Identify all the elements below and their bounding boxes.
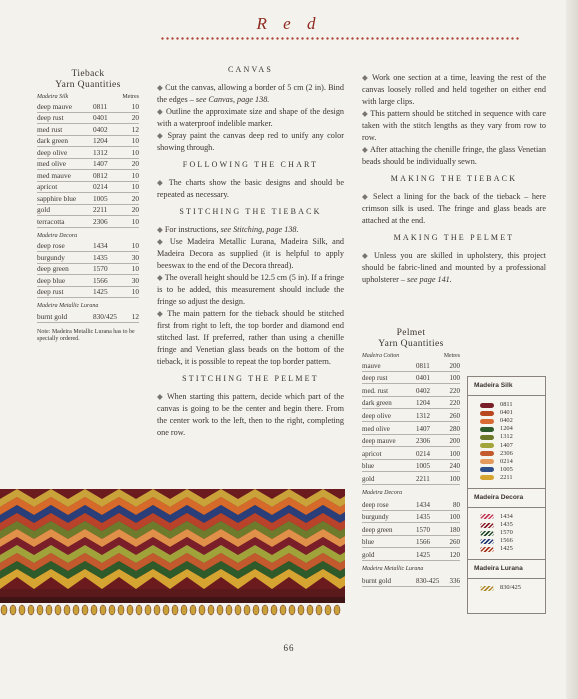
yarn-code: 1570	[416, 525, 430, 534]
yarn-code: 1434	[416, 500, 430, 509]
yarn-code: 1566	[93, 275, 108, 285]
yarn-name: med rust	[37, 124, 63, 134]
color-swatch-icon	[480, 586, 494, 591]
yarn-code: 1570	[93, 264, 108, 273]
fringe-bead	[118, 605, 124, 615]
bullet-icon: ◆	[157, 107, 164, 116]
key-item	[480, 474, 545, 482]
tieback-decora-label: Madeira Decora	[37, 232, 78, 239]
yarn-metres: 10	[131, 147, 139, 157]
yarn-name: apricot	[37, 182, 58, 191]
bullet-icon: ◆	[157, 83, 163, 92]
color-swatch-icon	[480, 547, 494, 552]
key-item	[480, 409, 545, 417]
fringe-bead	[127, 605, 133, 615]
stitching-pelmet-para-1: ◆ When starting this pattern, decide which part of the canvas is going to be the center and begin there. From the center work to the left, then to the right, completing one row.	[157, 392, 344, 437]
table-row	[37, 101, 139, 113]
fringe-bead	[190, 605, 196, 615]
yarn-code: 1434	[93, 241, 108, 250]
color-swatch-icon	[480, 475, 494, 480]
fringe-bead	[316, 605, 322, 615]
yarn-metres: 30	[131, 275, 139, 285]
yarn-name: blue	[362, 462, 375, 471]
tieback-silk-rows	[37, 101, 139, 228]
yarn-metres: 336	[449, 576, 460, 585]
yarn-name: deep blue	[37, 275, 66, 285]
yarn-code: 1425	[93, 287, 108, 296]
table-row	[37, 205, 139, 217]
yarn-name: gold	[362, 474, 375, 483]
yarn-code: 0402	[416, 386, 430, 395]
fringe-bead	[253, 605, 259, 615]
yarn-code: 0214	[416, 449, 430, 458]
following-heading: FOLLOWING THE CHART	[182, 160, 319, 169]
yarn-metres: 20	[131, 113, 139, 122]
canvas-para-1: ◆ Cut the canvas, allowing a border of 5 cm (2 in). Bind the edges – see Canvas, page 138.	[157, 83, 344, 104]
table-row	[362, 523, 460, 536]
yarn-metres: 12	[131, 124, 139, 134]
bullet-icon: ◆	[362, 251, 370, 260]
yarn-name: med olive	[37, 159, 66, 168]
tieback-lurana-label: Madeira Metallic Lurana	[37, 303, 99, 309]
yarn-name: sapphire blue	[37, 193, 77, 203]
yarn-name: deep rose	[37, 241, 65, 250]
pelmet-decora-rows	[362, 498, 460, 561]
yarn-name: deep olive	[37, 147, 68, 157]
key-item	[480, 425, 545, 433]
key-code: 1312	[500, 433, 513, 441]
yarn-code: 1204	[416, 399, 430, 408]
yarn-metres: 220	[449, 399, 460, 408]
table-row	[37, 216, 139, 228]
table-row	[37, 287, 139, 299]
table-row	[37, 241, 139, 253]
fringe-bead	[271, 605, 277, 615]
yarn-code: 1407	[93, 159, 108, 168]
fringe-bead	[199, 605, 205, 615]
key-code: 0811	[500, 401, 513, 409]
key-code: 0214	[500, 457, 513, 465]
key-code: 0402	[500, 417, 513, 425]
fringe-bead	[172, 605, 178, 615]
yarn-metres: 10	[131, 182, 139, 191]
key-code: 1566	[500, 537, 513, 545]
yarn-name: gold	[37, 205, 50, 214]
table-row	[362, 574, 460, 587]
color-swatch-icon	[480, 435, 494, 440]
yarn-metres: 20	[131, 205, 139, 214]
table-row	[37, 124, 139, 136]
color-swatch-icon	[480, 467, 494, 472]
table-row	[37, 159, 139, 171]
yarn-code: 1005	[416, 462, 430, 471]
yarn-code: 0811	[416, 361, 430, 370]
bullet-icon: ◆	[157, 237, 166, 246]
yarn-metres: 260	[449, 411, 460, 420]
making-tieback-para: ◆ Select a lining for the back of the tieback – here crimson silk is used. The fringe and glass beads are attached at the end.	[362, 192, 546, 225]
yarn-code: 2306	[93, 216, 108, 226]
yarn-metres: 10	[131, 136, 139, 145]
fringe-bead	[289, 605, 295, 615]
yarn-metres: 100	[449, 449, 460, 458]
fringe-bead	[82, 605, 88, 615]
key-item	[480, 545, 545, 553]
right-para-1: ◆ Work one section at a time, leaving the rest of the canvas loosely rolled and held together on either end with large clips.	[362, 73, 546, 106]
dotted-rule	[160, 37, 520, 40]
yarn-name: deep mauve	[362, 437, 396, 446]
bullet-icon: ◆	[157, 309, 165, 318]
fringe-bead	[10, 605, 16, 615]
key-item	[480, 441, 545, 449]
tieback-header	[37, 94, 139, 100]
yarn-metres: 180	[449, 525, 460, 534]
fringe-bead	[28, 605, 34, 615]
table-row	[37, 170, 139, 182]
fringe-bead	[1, 605, 7, 615]
key-item	[480, 401, 545, 409]
bargello-pattern-image	[0, 489, 345, 619]
key-item	[480, 537, 545, 545]
yarn-code: 0214	[93, 182, 108, 191]
color-swatch-icon	[480, 419, 494, 424]
yarn-metres: 220	[449, 386, 460, 395]
fringe-bead	[163, 605, 169, 615]
yarn-code: 1435	[93, 252, 108, 262]
table-row	[362, 409, 460, 422]
key-code: 0401	[500, 409, 513, 417]
silk-label: Madeira Silk	[37, 94, 69, 100]
color-swatch-icon	[480, 411, 494, 416]
yarn-name: deep mauve	[37, 101, 73, 111]
following-para-1: ◆ The charts show the basic designs and should be repeated as necessary.	[157, 178, 344, 199]
key-code: 1005	[500, 465, 513, 473]
key-item	[480, 433, 545, 441]
fringe-bead	[64, 605, 70, 615]
yarn-code: 2211	[93, 205, 108, 214]
yarn-code: 830/425	[93, 311, 117, 321]
yarn-metres: 240	[449, 462, 460, 471]
fringe-bead	[37, 605, 43, 615]
table-row	[37, 113, 139, 125]
yarn-name: dark green	[37, 136, 68, 145]
stitching-tieback-para-2: ◆ Use Madeira Metallic Lurana, Madeira Silk, and Madeira Decora as supplied (it is helpful to apply beeswax to the end of the Decora thread).	[157, 237, 344, 270]
key-decora-heading: Madeira Decora	[474, 493, 524, 501]
table-row	[362, 384, 460, 397]
page-spine	[566, 0, 578, 699]
pelmet-lurana-label: Madeira Metallic Lurana	[362, 565, 424, 572]
key-item	[480, 529, 545, 537]
yarn-metres: 280	[449, 424, 460, 433]
bullet-icon: ◆	[157, 273, 163, 282]
yarn-metres: 10	[131, 170, 139, 180]
fringe-bead	[19, 605, 25, 615]
color-swatch-icon	[480, 451, 494, 456]
table-row	[37, 252, 139, 264]
color-swatch-icon	[480, 539, 494, 544]
bullet-icon: ◆	[362, 192, 370, 201]
stitching-pelmet-heading: STITCHING THE PELMET	[182, 374, 319, 383]
tieback-note: Note: Madeira Metallic Lurana has to be specially ordered.	[37, 328, 135, 342]
pelmet-decora-label: Madeira Decora	[362, 489, 403, 496]
fringe-bead	[73, 605, 79, 615]
yarn-name: burgundy	[362, 513, 389, 522]
table-row	[37, 182, 139, 194]
cotton-label: Madeira Cotton	[362, 353, 400, 359]
bullet-icon: ◆	[157, 131, 165, 140]
fringe-bead	[298, 605, 304, 615]
making-pelmet-para: ◆ Unless you are skilled in upholstery, this project should be fabric-lined and mounted by a professional upholsterer – see page 141.	[362, 251, 547, 284]
yarn-name: dark green	[362, 399, 392, 408]
fringe-bead	[109, 605, 115, 615]
making-pelmet-heading: MAKING THE PELMET	[393, 233, 515, 242]
yarn-code: 1005	[93, 193, 108, 203]
tieback-title: Tieback	[71, 69, 105, 79]
table-row	[37, 193, 139, 205]
key-item	[480, 513, 545, 521]
key-item	[480, 450, 545, 458]
key-code: 2211	[500, 473, 513, 481]
metres-label: Metres	[443, 353, 460, 359]
yarn-code: 1566	[416, 538, 430, 547]
table-row	[362, 460, 460, 473]
yarn-metres: 100	[449, 513, 460, 522]
table-row	[362, 397, 460, 410]
pelmet-cotton-rows	[362, 359, 460, 485]
yarn-metres: 260	[449, 538, 460, 547]
right-para-3: ◆ After attaching the chenille fringe, the glass Venetian beads should be individually sewn.	[362, 145, 546, 166]
color-swatch-icon	[480, 523, 494, 528]
key-code: 1435	[500, 521, 513, 529]
yarn-name: deep olive	[362, 411, 391, 420]
yarn-code: 0811	[93, 101, 108, 111]
key-item	[480, 466, 545, 474]
yarn-metres: 200	[449, 361, 460, 370]
color-swatch-icon	[480, 403, 494, 408]
yarn-name: med. rust	[362, 386, 389, 395]
fringe-bead	[208, 605, 214, 615]
key-code: 830/425	[500, 584, 521, 592]
yarn-code: 1312	[416, 411, 430, 420]
yarn-name: deep rust	[362, 374, 388, 383]
pelmet-lurana-rows	[362, 574, 460, 587]
stitching-tieback-para-4: ◆ The main pattern for the tieback should be stitched first from right to left, the top border and diamond end stitched last. If preferred, rather than using a chenille fringe and Venetian glass beads on the bottom of the tieback, it is possible to repeat the top border pattern.	[157, 309, 344, 366]
key-item	[480, 521, 545, 529]
key-item	[480, 584, 545, 592]
fringe-bead	[244, 605, 250, 615]
yarn-name: blue	[362, 538, 375, 547]
instructions-column-1	[157, 64, 344, 439]
fringe-bead	[334, 605, 340, 615]
yarn-code: 1204	[93, 136, 108, 145]
color-swatch-icon	[480, 531, 494, 536]
table-row	[362, 472, 460, 485]
yarn-code: 1407	[416, 424, 430, 433]
yarn-code: 830-425	[416, 576, 440, 585]
pelmet-title: Pelmet	[396, 328, 426, 338]
yarn-name: deep rust	[37, 287, 64, 296]
table-row	[362, 435, 460, 448]
canvas-heading: CANVAS	[227, 65, 274, 74]
tieback-subtitle: Yarn Quantities	[55, 80, 121, 90]
yarn-name: burgundy	[37, 252, 65, 262]
color-swatch-icon	[480, 514, 494, 519]
yarn-code: 0402	[93, 124, 108, 134]
yarn-name: med mauve	[37, 170, 71, 180]
fringe-bead	[154, 605, 160, 615]
fringe-bead	[262, 605, 268, 615]
color-swatch-icon	[480, 443, 494, 448]
canvas-para-3: ◆ Spray paint the canvas deep red to unify any color showing through.	[157, 131, 344, 152]
yarn-metres: 100	[449, 474, 460, 483]
key-silk-items	[468, 396, 545, 482]
yarn-name: gold	[362, 550, 375, 559]
yarn-code: 1425	[416, 550, 430, 559]
key-item	[480, 417, 545, 425]
instructions-column-2	[362, 72, 546, 286]
yarn-metres: 12	[131, 311, 139, 321]
table-row	[362, 422, 460, 435]
table-row	[37, 311, 139, 323]
table-row	[37, 147, 139, 159]
key-silk-heading: Madeira Silk	[474, 382, 513, 389]
yarn-name: burnt gold	[37, 311, 68, 321]
key-lurana-heading: Madeira Lurana	[474, 565, 523, 573]
fringe-bead	[145, 605, 151, 615]
key-decora-items	[468, 508, 545, 553]
yarn-code: 1312	[93, 147, 108, 157]
yarn-name: deep rust	[37, 113, 64, 122]
bullet-icon: ◆	[157, 178, 165, 187]
yarn-metres: 120	[449, 550, 460, 559]
table-row	[37, 136, 139, 148]
table-row	[362, 372, 460, 385]
key-lurana-items	[468, 579, 545, 592]
fringe-bead	[91, 605, 97, 615]
yarn-code: 1435	[416, 513, 430, 522]
fringe-bead	[181, 605, 187, 615]
yarn-metres: 10	[131, 264, 139, 273]
yarn-metres: 100	[449, 374, 460, 383]
yarn-code: 2306	[416, 437, 430, 446]
bullet-icon: ◆	[157, 392, 164, 401]
key-item	[480, 458, 545, 466]
yarn-name: deep green	[362, 525, 393, 534]
page-heading: R e d	[256, 14, 322, 33]
yarn-code: 0812	[93, 170, 108, 180]
table-row	[362, 536, 460, 549]
pelmet-subtitle: Yarn Quantities	[378, 339, 444, 349]
pelmet-yarn-table	[362, 328, 460, 587]
yarn-code: 0401	[416, 374, 430, 383]
stitching-tieback-heading: STITCHING THE TIEBACK	[179, 207, 322, 216]
tieback-yarn-table	[37, 69, 139, 344]
bullet-icon: ◆	[362, 109, 369, 118]
yarn-metres: 30	[131, 252, 139, 262]
fringe-bead	[226, 605, 232, 615]
table-row	[37, 264, 139, 276]
yarn-name: deep rose	[362, 500, 389, 509]
stitching-tieback-para-3: ◆ The overall height should be 12.5 cm (5 in). If a fringe is to be added, this measurement should include the fringe so adjust the design.	[157, 273, 344, 306]
yarn-name: apricot	[362, 449, 382, 458]
key-code: 1204	[500, 425, 513, 433]
yarn-metres: 20	[131, 159, 139, 168]
tieback-lurana-rows	[37, 311, 139, 323]
key-code: 1407	[500, 441, 513, 449]
yarn-code: 0401	[93, 113, 108, 122]
bullet-icon: ◆	[362, 145, 369, 154]
stitching-tieback-para-1: ◆ For instructions, see Stitching, page 138.	[157, 225, 299, 234]
yarn-code: 2211	[416, 474, 430, 483]
yarn-name: terracotta	[37, 216, 65, 226]
color-swatch-icon	[480, 459, 494, 464]
table-row	[362, 511, 460, 524]
tieback-decora-rows	[37, 241, 139, 299]
yarn-metres: 20	[131, 193, 139, 203]
page-number: 66	[283, 643, 295, 653]
fringe-bead	[280, 605, 286, 615]
color-swatch-icon	[480, 427, 494, 432]
metres-label: Metres	[122, 94, 139, 100]
key-code: 1570	[500, 529, 513, 537]
key-code: 1425	[500, 545, 513, 553]
fringe-bead	[55, 605, 61, 615]
yarn-name: med olive	[362, 424, 390, 433]
making-tieback-heading: MAKING THE TIEBACK	[390, 174, 518, 183]
table-row	[362, 359, 460, 372]
fringe-bead	[325, 605, 331, 615]
table-row	[362, 548, 460, 561]
yarn-name: mauve	[362, 361, 381, 370]
yarn-metres: 10	[131, 287, 139, 296]
key-code: 2306	[500, 449, 513, 457]
yarn-metres: 10	[131, 101, 139, 111]
fringe-bead	[46, 605, 52, 615]
fringe-bead	[100, 605, 106, 615]
bullet-icon: ◆	[362, 73, 369, 82]
fringe-bead	[235, 605, 241, 615]
right-para-2: ◆ This pattern should be stitched in sequence with care taken with the stitch lengths as they vary from row to row.	[362, 109, 546, 142]
table-row	[362, 498, 460, 511]
fringe-bead	[307, 605, 313, 615]
embroidery-photo	[0, 489, 345, 619]
yarn-metres: 200	[449, 437, 460, 446]
yarn-metres: 80	[453, 500, 460, 509]
yarn-metres: 10	[131, 216, 139, 226]
yarn-name: burnt gold	[362, 576, 391, 585]
fringe-bead	[136, 605, 142, 615]
bullet-icon: ◆	[157, 225, 163, 234]
canvas-para-2: ◆ Outline the approximate size and shape of the design with a waterproof indelible marker.	[157, 107, 345, 128]
table-row	[37, 275, 139, 287]
key-code: 1434	[500, 512, 513, 520]
yarn-name: deep green	[37, 264, 69, 273]
fringe-bead	[217, 605, 223, 615]
yarn-metres: 10	[131, 241, 139, 250]
table-row	[362, 447, 460, 460]
thread-color-key	[467, 376, 546, 614]
